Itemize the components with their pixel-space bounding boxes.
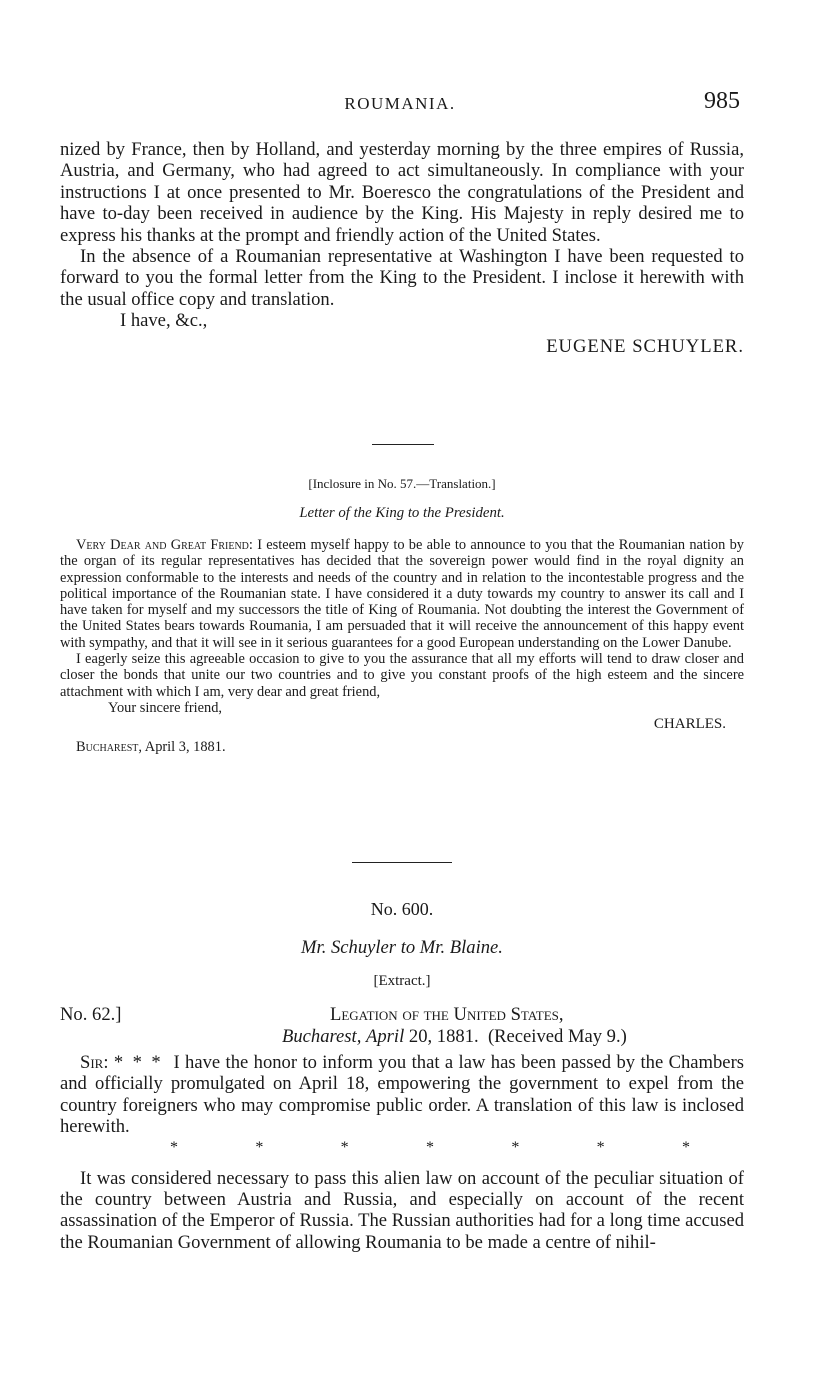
asterisk-row <box>60 1138 744 1162</box>
inclosure-salutation: Very Dear and Great Friend: <box>76 537 253 553</box>
asterisk: * <box>340 1138 349 1156</box>
dispatch-number: No. 62.] <box>60 1004 122 1025</box>
inclosure-signature: CHARLES. <box>653 716 726 733</box>
dispatch-dateline <box>282 1026 627 1048</box>
inclosure-paragraph <box>60 537 744 651</box>
dispatch-paragraph: It was considered necessary to pass this alien law on account of the peculiar situation of the country between Austria and Russia, and especially on account of the recent assassination of the Emperor of Russia. The Russian authorities had for a long time accused the Roumanian Government of allowing Roumania to be made a centre of nihil- <box>60 1167 744 1253</box>
letter-continuation <box>60 139 744 357</box>
dispatch-header <box>60 1004 744 1050</box>
page-header <box>60 90 740 120</box>
document-extract-label: [Extract.] <box>373 973 431 989</box>
inclosure-place: Bucharest, <box>76 738 142 755</box>
letter-paragraph: nized by France, then by Holland, and yesterday morning by the three empires of Russia, Austria, and Germany, who had agreed to act simultaneously. In compliance with your instructions I at once presented to Mr. Boeresco the congratulations of the President and have to-day been received in audience by the King. His Majesty in reply desired me to express his thanks at the prompt and friendly action of the United States. <box>60 139 744 246</box>
inline-asterisks: * * * <box>113 1052 163 1073</box>
asterisk: * <box>596 1138 605 1156</box>
inclosure-dateline <box>60 739 744 755</box>
inclosure-date: April 3, 1881. <box>144 738 226 755</box>
asterisk: * <box>511 1138 520 1156</box>
dispatch-month: April <box>366 1026 405 1047</box>
dispatch-salutation: Sir: <box>80 1052 109 1073</box>
inclosure-title: Letter of the King to the President. <box>299 505 505 521</box>
running-head: ROUMANIA. <box>344 94 456 113</box>
document-600 <box>60 898 744 1253</box>
dispatch-paragraph-text: I have the honor to inform you that a law has been passed by the Chambers and officially promulgated on April 18, empowering the government to expel from the country foreigners who may compromise public order. A translation of this law is inclosed herewith. <box>60 1052 744 1138</box>
inclosure-closing: Your sincere friend, <box>108 699 223 716</box>
letter-signature: EUGENE SCHUYLER. <box>546 335 744 357</box>
dispatch-received: (Received May 9.) <box>487 1026 627 1047</box>
inclosure-paragraph: I eagerly seize this agreeable occasion to give to you the assurance that all my efforts will tend to draw closer and closer the bonds that unite our two countries and to give you constant proofs of the high esteem and the sincere attachment with which I am, very dear and great friend, <box>60 651 744 700</box>
section-divider <box>372 444 434 445</box>
document-title: Mr. Schuyler to Mr. Blaine. <box>301 937 503 958</box>
legation-line: Legation of the United States, <box>330 1004 564 1025</box>
inclosure-heading: [Inclosure in No. 57.—Translation.] <box>308 476 496 491</box>
section-divider <box>352 862 452 863</box>
asterisk: * <box>425 1138 434 1156</box>
asterisk: * <box>681 1138 690 1156</box>
dispatch-date: 20, 1881. <box>408 1026 479 1047</box>
document-number: No. 600. <box>370 899 434 919</box>
page-number: 985 <box>704 88 740 114</box>
dispatch-place: Bucharest, <box>282 1026 362 1047</box>
asterisk: * <box>170 1138 178 1156</box>
inclosure <box>60 476 744 755</box>
letter-paragraph: In the absence of a Roumanian representative at Washington I have been requested to forward to you the formal letter from the King to the President. I inclose it herewith with the usual office copy and translation. <box>60 246 744 310</box>
dispatch-paragraph <box>60 1052 744 1138</box>
letter-closing: I have, &c., <box>120 310 208 332</box>
inclosure-paragraph-text: I esteem myself happy to be able to announce to you that the Roumanian nation by the organ of its regular representatives has decided that the sovereign power would find in the royal dignity an expression conformable to the interests and needs of the country and in relation to the incontestable progress and the political importance of the Roumanian state. I have considered it a duty towards my country to answer its call and I have taken for myself and my successors the title of King of Roumania. Not doubting the interest the Government of the United States bears towards Roumania, I am persuaded that it will receive the announcement of this happy event with sympathy, and that it will see in it serious guarantees for a good European understanding on the Lower Danube. <box>60 537 744 651</box>
asterisk: * <box>255 1138 264 1156</box>
